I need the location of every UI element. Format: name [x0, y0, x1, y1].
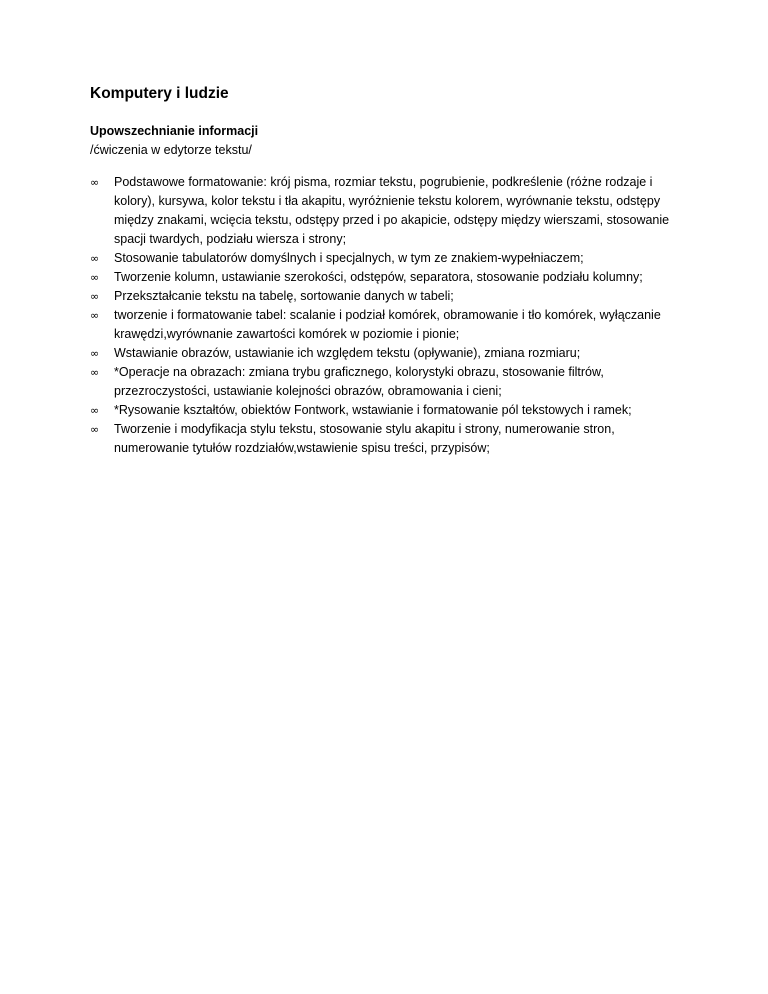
list-item [90, 287, 690, 306]
bullet-icon: ∞ [90, 347, 100, 360]
list-item [90, 306, 690, 344]
section-subtitle: Upowszechnianie informacji [90, 124, 259, 138]
bullet-icon: ∞ [90, 423, 100, 436]
document-page [90, 84, 690, 458]
section-note: /ćwiczenia w edytorze tekstu/ [90, 143, 252, 157]
list-item-text: Podstawowe formatowanie: krój pisma, rozmiar tekstu, pogrubienie, podkreślenie (różne rodzaje i kolory), kursywa, kolor tekstu i tła akapitu, wyróżnienie tekstu kolorem, wyrównanie tekstu, odstępy między znakami, wcięcia tekstu, odstępy przed i po akapicie, odstępy między wierszami, stosowanie spacji twardych, podziału wiersza i strony; [114, 175, 670, 246]
list-item-text: Przekształcanie tekstu na tabelę, sortowanie danych w tabeli; [114, 289, 454, 303]
list-item-text: Wstawianie obrazów, ustawianie ich względem tekstu (opływanie), zmiana rozmiaru; [114, 346, 581, 360]
list-item-text: *Rysowanie kształtów, obiektów Fontwork, wstawianie i formatowanie pól tekstowych i ramek; [114, 403, 632, 417]
bullet-icon: ∞ [90, 176, 100, 189]
list-item-text: Tworzenie i modyfikacja stylu tekstu, stosowanie stylu akapitu i strony, numerowanie stron, numerowanie tytułów rozdziałów,wstawienie spisu treści, przypisów; [114, 422, 615, 455]
bullet-icon: ∞ [90, 366, 100, 379]
bullet-icon: ∞ [90, 404, 100, 417]
list-item [90, 420, 690, 458]
list-item [90, 268, 690, 287]
list-item-text: tworzenie i formatowanie tabel: scalanie i podział komórek, obramowanie i tło komórek, wyłączanie krawędzi,wyrównanie zawartości komórek w poziomie i pionie; [114, 308, 661, 341]
list-item [90, 344, 690, 363]
document-title: Komputery i ludzie [90, 85, 229, 102]
list-item-text: Stosowanie tabulatorów domyślnych i specjalnych, w tym ze znakiem-wypełniaczem; [114, 251, 584, 265]
bullet-icon: ∞ [90, 271, 100, 284]
list-item-text: Tworzenie kolumn, ustawianie szerokości, odstępów, separatora, stosowanie podziału kolumny; [114, 270, 643, 284]
list-item [90, 249, 690, 268]
bullet-icon: ∞ [90, 290, 100, 303]
list-item [90, 173, 690, 249]
list-item [90, 363, 690, 401]
topic-list [90, 173, 690, 458]
bullet-icon: ∞ [90, 309, 100, 322]
list-item [90, 401, 690, 420]
bullet-icon: ∞ [90, 252, 100, 265]
list-item-text: *Operacje na obrazach: zmiana trybu graficznego, kolorystyki obrazu, stosowanie filtrów, przezroczystości, ustawianie kolejności obrazów, obramowania i cieni; [114, 365, 604, 398]
